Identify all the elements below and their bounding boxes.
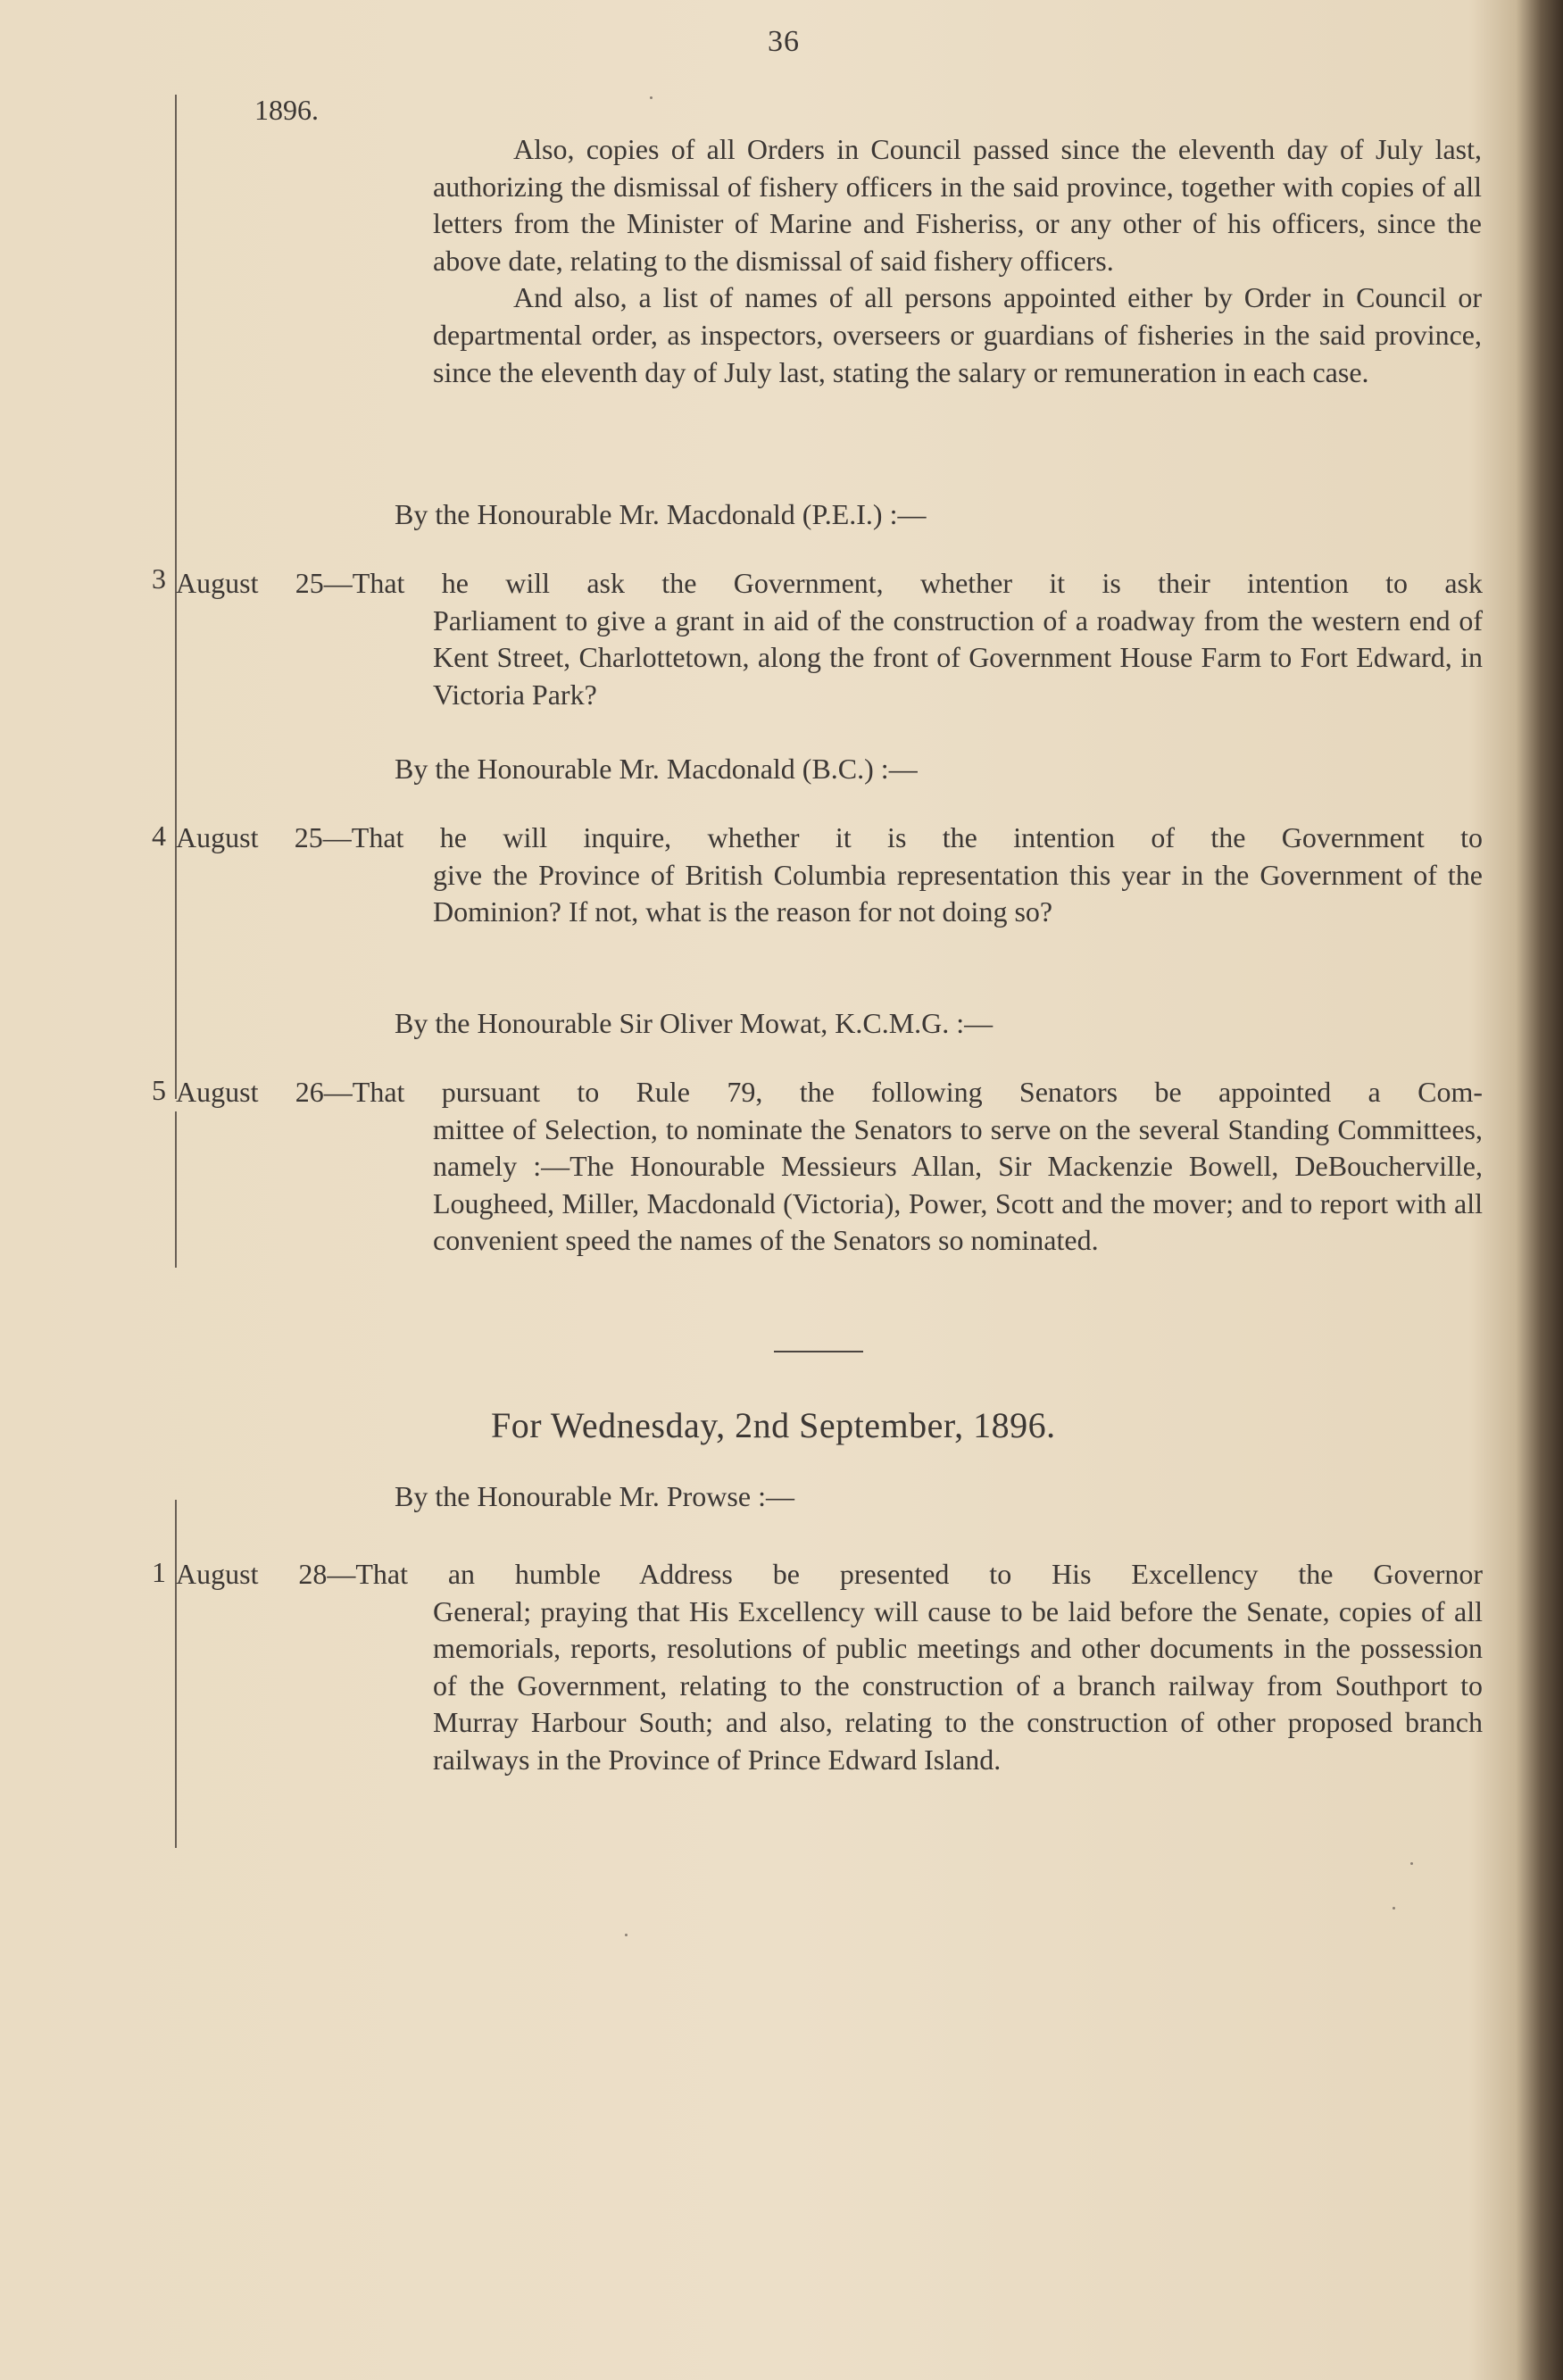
motion-heading: By the Honourable Sir Oliver Mowat, K.C.M.G. :— [395,1007,994,1039]
motion-heading: By the Honourable Mr. Macdonald (P.E.I.) :— [395,498,927,530]
continuation-paragraph: And also, a list of names of all persons appointed either by Order in Council or departmental order, as inspectors, overseers or guardians of fisheries in the said province, since the eleventh day of July last, stating the salary or remuneration in each case. [433,281,1482,388]
motion-first-line: August 28—That an humble Address be presented to His Excellency the Governor [176,1558,1483,1590]
motion-heading: By the Honourable Mr. Macdonald (B.C.) :— [395,753,918,785]
ink-speck [1410,1862,1413,1865]
motion-body: mittee of Selection, to nominate the Senators to serve on the several Standing Committees, namely :—The Honourable Messieurs Allan, Sir Mackenzie Bowell, DeBoucherville, Lougheed, Miller, Macdonald (Victoria), Power, Scott and the mover; and to report with all convenient speed the names of the Senators so nominated. [433,1112,1483,1257]
ink-speck [625,1934,628,1936]
ink-speck [1393,1907,1395,1910]
page-number: 36 [768,25,800,58]
motion-number: 3 [152,562,166,595]
motion-first-line: August 25—That he will ask the Government, whether it is their intention to ask [176,567,1483,599]
year-label: 1896. [254,94,319,126]
motion-entry [176,820,1483,931]
continuation-paragraph: Also, copies of all Orders in Council passed since the eleventh day of July last, authorizing the dismissal of fishery officers in the said province, together with copies of all letters from the Minister of Marine and Fisheriss, or any other of his officers, since the above date, relating to the dismissal of said fishery officers. [433,133,1482,277]
motion-number: 1 [152,1556,166,1588]
ink-speck [650,96,653,99]
motion-number: 5 [152,1074,166,1106]
section-divider [774,1351,863,1352]
motion-number: 4 [152,820,166,852]
motion-entry [176,1556,1483,1779]
motion-body: General; praying that His Excellency will cause to be laid before the Senate, copies of all memorials, reports, resolutions of public meetings and other documents in the possession of the Government, relating to the construction of a branch railway from Southport to Murray Harbour South; and also, relating to the construction of other proposed branch railways in the Province of Prince Edward Island. [433,1594,1483,1776]
motion-entry [176,1074,1483,1260]
motion-heading: By the Honourable Mr. Prowse :— [395,1480,794,1512]
motion-body: Parliament to give a grant in aid of the construction of a roadway from the western end of Kent Street, Charlottetown, along the front of Government House Farm to Fort Edward, in Victoria Park? [433,603,1483,711]
motion-entry [176,565,1483,713]
motion-first-line: August 25—That he will inquire, whether it is the intention of the Government to [176,821,1483,853]
motion-body: give the Province of British Columbia representation this year in the Government of the Dominion? If not, what is the reason for not doing so? [433,858,1483,928]
continuation-text [433,131,1482,391]
motion-first-line: August 26—That pursuant to Rule 79, the following Senators be appointed a Com- [176,1076,1483,1108]
day-heading: For Wednesday, 2nd September, 1896. [491,1405,1056,1445]
